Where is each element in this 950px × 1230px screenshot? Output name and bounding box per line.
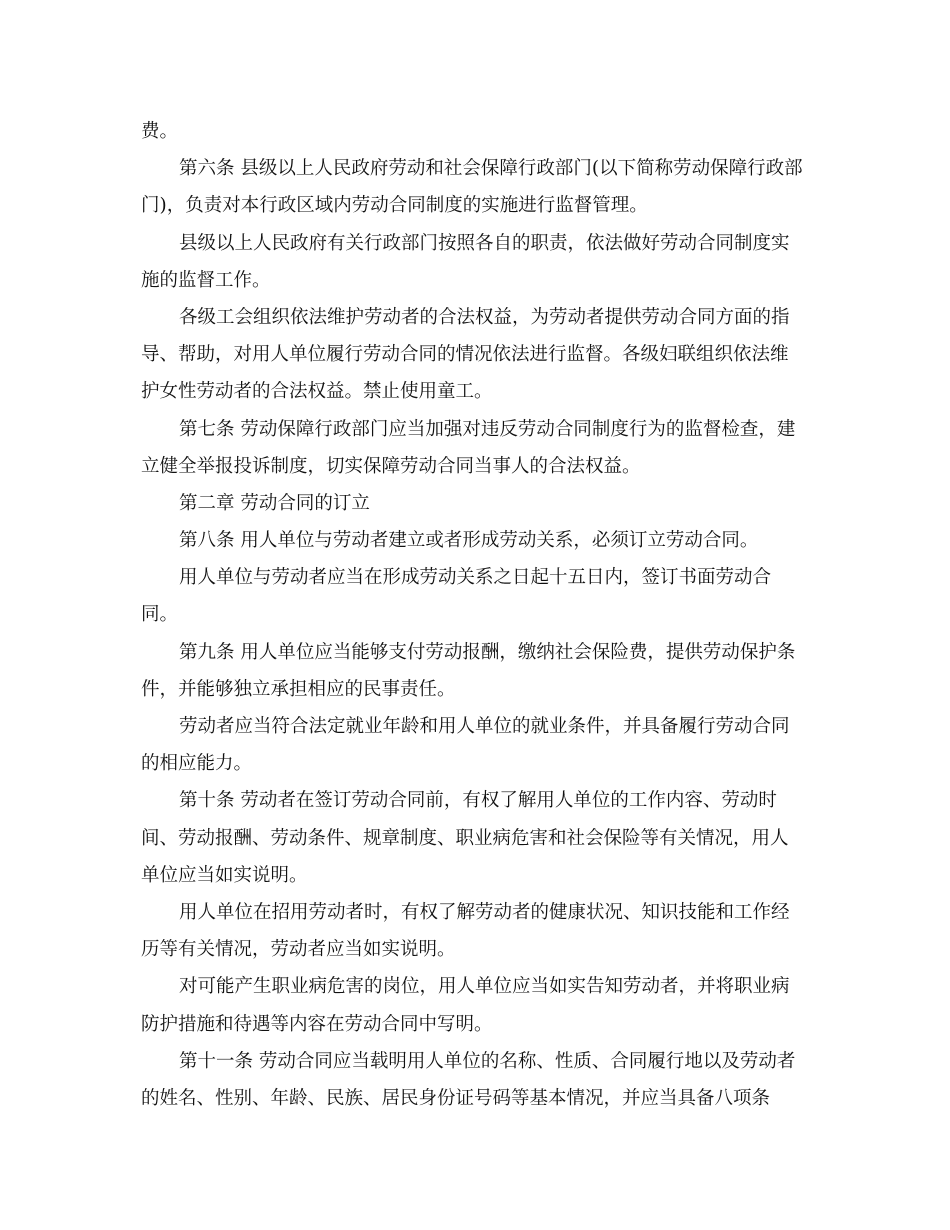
text-line: 导、帮助，对用人单位履行劳动合同的情况依法进行监督。各级妇联组织依法维 (141, 344, 789, 366)
text-line: 第八条 用人单位与劳动者建立或者形成劳动关系，必须订立劳动合同。 (179, 530, 759, 552)
text-line: 县级以上人民政府有关行政部门按照各自的职责，依法做好劳动合同制度实 (179, 232, 790, 254)
text-line: 的相应能力。 (141, 753, 253, 775)
text-line: 间、劳动报酬、劳动条件、规章制度、职业病危害和社会保险等有关情况，用人 (141, 827, 789, 849)
text-line: 历等有关情况，劳动者应当如实说明。 (141, 939, 456, 961)
chapter-heading: 第二章 劳动合同的订立 (179, 492, 370, 514)
text-line: 用人单位在招用劳动者时，有权了解劳动者的健康状况、知识技能和工作经 (179, 901, 790, 923)
text-line: 各级工会组织依法维护劳动者的合法权益，为劳动者提供劳动合同方面的指 (179, 306, 790, 328)
text-line: 同。 (141, 604, 179, 626)
text-line: 件，并能够独立承担相应的民事责任。 (141, 678, 456, 700)
text-line: 护女性劳动者的合法权益。禁止使用童工。 (141, 381, 493, 403)
text-line: 费。 (141, 121, 179, 142)
text-line: 对可能产生职业病危害的岗位，用人单位应当如实告知劳动者，并将职业病 (179, 976, 790, 998)
document-body (141, 113, 809, 1117)
text-line: 第十条 劳动者在签订劳动合同前，有权了解用人单位的工作内容、劳动时 (179, 790, 777, 812)
text-line: 用人单位与劳动者应当在形成劳动关系之日起十五日内，签订书面劳动合 (179, 567, 772, 589)
text-line: 第十一条 劳动合同应当载明用人单位的名称、性质、合同履行地以及劳动者 (179, 1050, 796, 1072)
text-line: 第六条 县级以上人民政府劳动和社会保障行政部门(以下简称劳动保障行政部 (179, 158, 803, 180)
text-line: 的姓名、性别、年龄、民族、居民身份证号码等基本情况，并应当具备八项条 (141, 1087, 771, 1109)
text-line: 立健全举报投诉制度，切实保障劳动合同当事人的合法权益。 (141, 455, 641, 477)
text-line: 第七条 劳动保障行政部门应当加强对违反劳动合同制度行为的监督检查，建 (179, 418, 796, 440)
text-line: 施的监督工作。 (141, 269, 271, 291)
text-line: 劳动者应当符合法定就业年龄和用人单位的就业条件，并具备履行劳动合同 (179, 716, 790, 737)
text-line: 单位应当如实说明。 (141, 864, 308, 886)
text-line: 防护措施和待遇等内容在劳动合同中写明。 (141, 1013, 493, 1035)
text-line: 门)，负责对本行政区域内劳动合同制度的实施进行监督管理。 (141, 195, 648, 217)
text-line: 第九条 用人单位应当能够支付劳动报酬，缴纳社会保险费，提供劳动保护条 (179, 641, 796, 663)
